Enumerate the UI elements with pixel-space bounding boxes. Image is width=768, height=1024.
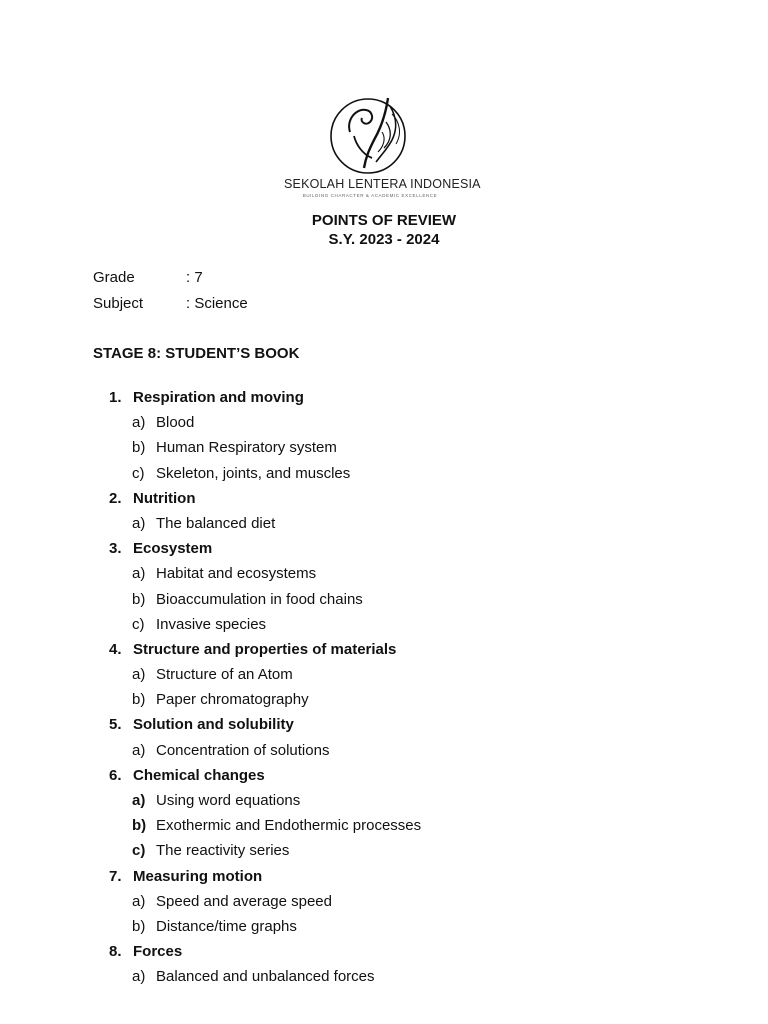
subtopic-letter: a) (132, 414, 146, 432)
subtopic-text: Invasive species (156, 615, 267, 633)
subtopic-item (0, 967, 768, 992)
topic-item (0, 489, 768, 514)
subtopic-item (0, 413, 768, 438)
topic-number: 3. (109, 540, 122, 558)
topic-item (0, 867, 768, 892)
subtopic-text: Skeleton, joints, and muscles (156, 464, 351, 482)
subtopic-letter: b) (132, 590, 146, 608)
subtopic-item (0, 690, 768, 715)
topic-title: Ecosystem (133, 540, 213, 558)
subtopic-item (0, 665, 768, 690)
topic-number: 1. (109, 389, 122, 406)
topic-item (0, 640, 768, 665)
topic-number: 4. (109, 640, 122, 658)
subtopic-text: Concentration of solutions (156, 741, 330, 759)
school-year: S.Y. 2023 - 2024 (328, 231, 440, 248)
school-name: SEKOLAH LENTERA INDONESIA (284, 177, 481, 191)
subtopic-text: Distance/time graphs (156, 917, 297, 935)
subtopic-item (0, 917, 768, 942)
subtopic-text: Exothermic and Endothermic processes (156, 817, 422, 835)
topic-item (0, 715, 768, 740)
subtopic-text: Bioaccumulation in food chains (156, 590, 363, 608)
subtopic-text: Balanced and unbalanced forces (156, 968, 375, 986)
subtopic-item (0, 741, 768, 766)
subtopic-text: The reactivity series (156, 842, 290, 860)
subtopic-text: Paper chromatography (156, 691, 309, 709)
subtopic-item (0, 438, 768, 463)
topic-number: 5. (109, 716, 122, 734)
topic-item (0, 388, 768, 413)
topic-number: 6. (109, 766, 122, 784)
grade-value: : 7 (186, 269, 203, 286)
subtopic-letter: a) (132, 565, 146, 583)
subtopic-text: Structure of an Atom (156, 666, 293, 684)
subtopic-item (0, 816, 768, 841)
school-tagline: BUILDING CHARACTER & ACADEMIC EXCELLENCE (302, 193, 438, 198)
topic-title: Forces (133, 943, 183, 961)
subtopic-letter: a) (132, 968, 146, 986)
subtopic-text: Using word equations (156, 792, 301, 809)
subtopic-text: Habitat and ecosystems (156, 565, 317, 583)
topic-number: 2. (109, 489, 122, 507)
subtopic-item (0, 892, 768, 917)
subtopic-letter: b) (132, 817, 147, 835)
subject-label: Subject (93, 295, 144, 312)
topic-outline (0, 388, 768, 993)
subtopic-item (0, 514, 768, 539)
subtopic-item (0, 615, 768, 640)
subtopic-item (0, 841, 768, 866)
subtopic-item (0, 464, 768, 489)
topic-item (0, 942, 768, 967)
subtopic-letter: b) (132, 439, 146, 457)
subtopic-letter: a) (132, 741, 146, 759)
school-logo (284, 92, 481, 202)
lantern-emblem-icon (326, 92, 414, 180)
topic-title: Chemical changes (133, 766, 265, 784)
subtopic-text: Blood (156, 414, 195, 432)
topic-title: Respiration and moving (133, 389, 304, 406)
subtopic-item (0, 564, 768, 589)
grade-label: Grade (93, 269, 135, 286)
subtopic-letter: a) (132, 514, 146, 532)
subtopic-letter: c) (132, 615, 145, 633)
topic-title: Structure and properties of materials (133, 640, 397, 658)
subject-value: : Science (186, 295, 248, 312)
subtopic-letter: a) (132, 792, 146, 809)
subtopic-item (0, 590, 768, 615)
subtopic-letter: c) (132, 464, 145, 482)
subtopic-letter: b) (132, 917, 146, 935)
topic-title: Solution and solubility (133, 716, 294, 734)
stage-heading: STAGE 8: STUDENT’S BOOK (93, 345, 300, 362)
topic-item (0, 539, 768, 564)
subtopic-text: Speed and average speed (156, 892, 332, 910)
topic-title: Nutrition (133, 489, 196, 507)
topic-item (0, 766, 768, 791)
subtopic-text: Human Respiratory system (156, 439, 337, 457)
subtopic-letter: a) (132, 892, 146, 910)
subtopic-letter: b) (132, 691, 146, 709)
topic-title: Measuring motion (133, 867, 263, 885)
subtopic-item (0, 791, 768, 816)
topic-number: 7. (109, 867, 122, 885)
page-title: POINTS OF REVIEW (311, 212, 457, 229)
subtopic-letter: c) (132, 842, 146, 860)
topic-number: 8. (109, 943, 122, 961)
subtopic-letter: a) (132, 666, 146, 684)
subtopic-text: The balanced diet (156, 514, 276, 532)
